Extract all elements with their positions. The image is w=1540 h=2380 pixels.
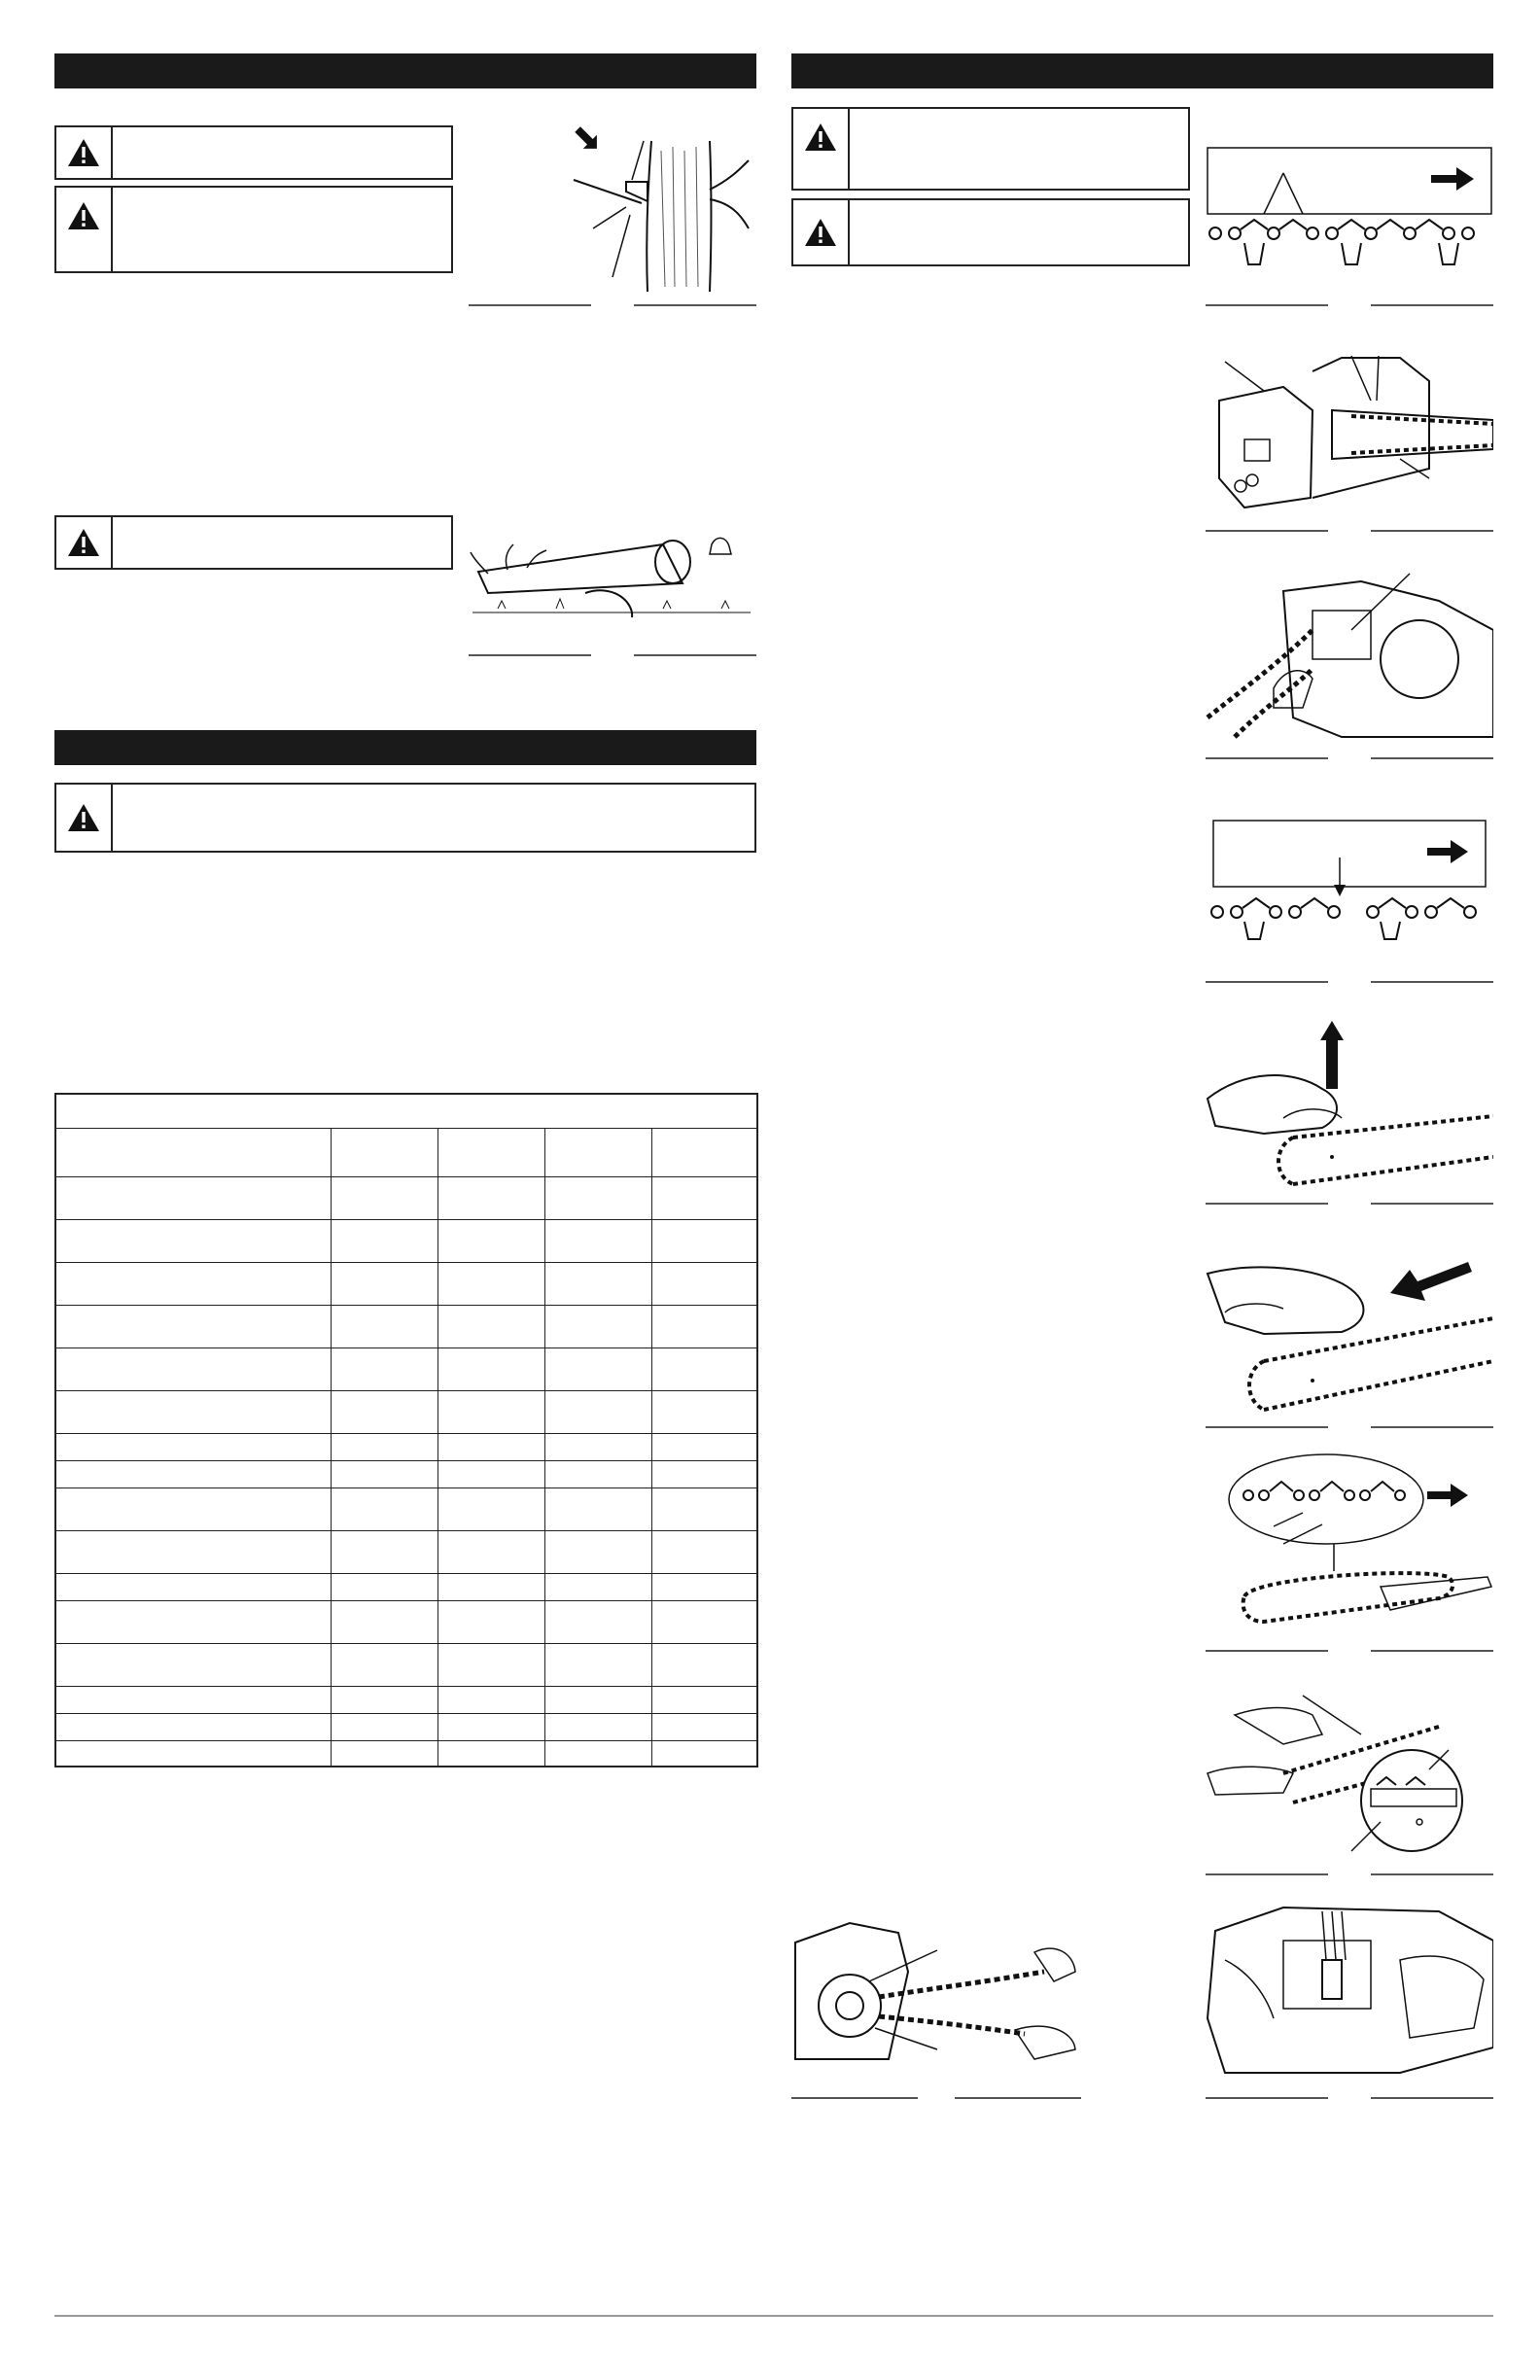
warning-icon xyxy=(793,109,850,189)
figure-caption-rule xyxy=(634,654,756,656)
warning-box-4 xyxy=(54,783,756,853)
felling-notch-illustration xyxy=(564,122,756,297)
figure-caption-rule xyxy=(1206,757,1328,759)
figure-caption-rule xyxy=(1206,530,1328,532)
figure-caption-rule xyxy=(1206,1426,1328,1428)
specification-table xyxy=(54,1093,758,1768)
section-header-bar-left-1 xyxy=(54,53,756,88)
figure-caption-rule xyxy=(791,2097,918,2099)
warning-icon xyxy=(56,188,113,271)
figure-caption-rule xyxy=(1371,1650,1493,1652)
table-row xyxy=(55,1714,757,1741)
bar-and-chain-mounting xyxy=(1206,352,1493,519)
table-row xyxy=(55,1461,757,1488)
table-row xyxy=(55,1306,757,1348)
figure-caption-rule xyxy=(1371,530,1493,532)
chain-cutter-direction-diagram xyxy=(1206,146,1493,272)
table-row xyxy=(55,1220,757,1263)
table-row xyxy=(55,1531,757,1574)
chain-pull-along-bar xyxy=(1206,1244,1493,1419)
table-row xyxy=(55,1434,757,1461)
figure-caption-rule xyxy=(1206,981,1328,983)
figure-caption-rule xyxy=(1206,304,1328,306)
table-header-row xyxy=(55,1129,757,1177)
figure-caption-rule xyxy=(1371,1426,1493,1428)
figure-caption-rule xyxy=(1371,757,1493,759)
section-header-bar-left-2 xyxy=(54,730,756,765)
chain-installation-on-bar xyxy=(1206,572,1493,747)
figure-caption-rule xyxy=(469,304,591,306)
sprocket-and-chain-closeup xyxy=(791,1913,1081,2069)
figure-caption-rule xyxy=(1206,1650,1328,1652)
warning-icon xyxy=(56,127,113,178)
warning-box-1 xyxy=(54,125,453,180)
warning-icon xyxy=(793,200,850,264)
table-row xyxy=(55,1263,757,1306)
table-row xyxy=(55,1741,757,1767)
chain-and-bar-orientation xyxy=(1206,1451,1493,1631)
figure-caption-rule xyxy=(1371,1203,1493,1205)
table-row xyxy=(55,1391,757,1434)
chain-cutter-direction-diagram-2 xyxy=(1206,819,1493,943)
figure-caption-rule xyxy=(1371,304,1493,306)
bar-nose-adjustment xyxy=(1206,1676,1493,1867)
table-row xyxy=(55,1601,757,1644)
carburetor-adjustment xyxy=(1206,1902,1493,2077)
figure-caption-rule xyxy=(1206,1873,1328,1875)
table-row xyxy=(55,1574,757,1601)
figure-caption-rule xyxy=(1371,1873,1493,1875)
fallen-log-illustration xyxy=(469,515,756,622)
warning-box-5 xyxy=(791,107,1190,191)
table-row xyxy=(55,1177,757,1220)
figure-caption-rule xyxy=(1206,1203,1328,1205)
table-title-row xyxy=(55,1094,757,1129)
figure-caption-rule xyxy=(1371,981,1493,983)
figure-caption-rule xyxy=(955,2097,1081,2099)
warning-icon xyxy=(56,785,113,851)
warning-box-3 xyxy=(54,515,453,570)
figure-caption-rule xyxy=(469,654,591,656)
figure-caption-rule xyxy=(1206,2097,1328,2099)
table-row xyxy=(55,1687,757,1714)
footer-rule xyxy=(54,2315,1493,2317)
figure-caption-rule xyxy=(1371,2097,1493,2099)
section-header-bar-right xyxy=(791,53,1493,88)
chain-tension-check-lift xyxy=(1206,1011,1493,1196)
figure-caption-rule xyxy=(634,304,756,306)
table-row xyxy=(55,1644,757,1687)
warning-box-6 xyxy=(791,198,1190,266)
table-row xyxy=(55,1488,757,1531)
table-row xyxy=(55,1348,757,1391)
warning-icon xyxy=(56,517,113,568)
warning-box-2 xyxy=(54,186,453,273)
